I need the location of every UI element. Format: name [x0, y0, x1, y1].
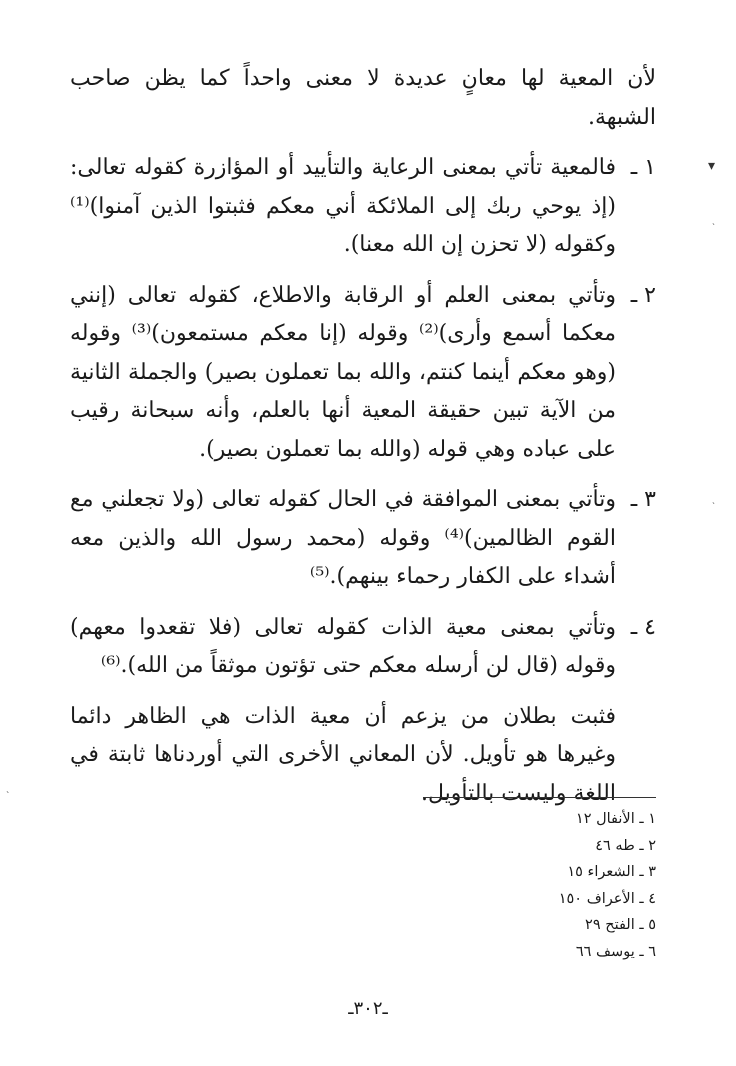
footnote-5: ٥ ـ الفتح ٢٩ [585, 917, 656, 933]
item-number: ٣ ـ [630, 487, 656, 512]
item-number: ٢ ـ [630, 282, 656, 308]
footnote-divider [423, 797, 656, 798]
footnote-2: ٢ ـ طه ٤٦ [595, 837, 656, 854]
closing-paragraph: فثبت بطلان من يزعم أن معية الذات هي الظاهر دائما وغيرها هو تأويل. لأن المعاني الأخرى التي أوردناها ثابتة في اللغة وليست بالتأويل. [70, 703, 616, 806]
scan-speck: ˴ [6, 786, 10, 797]
page-body [70, 60, 656, 813]
footnote-3: ٣ ـ الشعراء ١٥ [567, 864, 656, 880]
list-item-1 [70, 149, 656, 265]
footnotes [420, 806, 656, 965]
item-text: وتأتي بمعنى معية الذات كقوله تعالى (فلا تقعدوا معهم) وقوله (قال لن أرسله معكم حتى تؤتون موثقاً من الله).⁽⁶⁾ [70, 614, 616, 678]
footnote-4: ٤ ـ الأعراف ١٥٠ [558, 890, 656, 907]
item-text: فالمعية تأتي بمعنى الرعاية والتأييد أو المؤازرة كقوله تعالى: (إذ يوحي ربك إلى الملائكة أني معكم فثبتوا الذين آمنوا)⁽¹⁾ وكقوله (لا تحزن إن الله معنا). [70, 155, 616, 257]
footnote-1: ١ ـ الأنفال ١٢ [575, 811, 656, 827]
footnote-6: ٦ ـ يوسف ٦٦ [575, 943, 656, 960]
scan-speck: ˴ [712, 498, 715, 508]
item-number: ٤ ـ [630, 614, 656, 640]
item-text: وتأتي بمعنى الموافقة في الحال كقوله تعالى (ولا تجعلني مع القوم الظالمين)⁽⁴⁾ وقوله (محمد رسول الله والذين معه أشداء على الكفار رحماء بينهم).⁽⁵⁾ [70, 487, 616, 589]
list-item-3 [70, 481, 656, 597]
scan-speck: ˴ [712, 219, 715, 229]
item-text: وتأتي بمعنى العلم أو الرقابة والاطلاع، كقوله تعالى (إنني معكما أسمع وأرى)⁽²⁾ وقوله (إنا معكم مستمعون)⁽³⁾ وقوله (وهو معكم أينما كنتم، والله بما تعملون بصير) والجملة الثانية من الآية تبين حقيقة المعية أنها بالعلم، وأنه سبحانة رقيب على عباده وهي قوله (والله بما تعملون بصير). [70, 282, 617, 462]
list-item-2 [70, 277, 656, 470]
intro-paragraph: لأن المعية لها معانٍ عديدة لا معنى واحداً كما يظن صاحب الشبهة. [70, 66, 656, 130]
page-number: ـ٣٠٢ـ [348, 998, 388, 1019]
item-number: ١ ـ [630, 155, 656, 180]
list-item-4 [70, 609, 656, 686]
scan-speck: ▾ [708, 158, 716, 174]
